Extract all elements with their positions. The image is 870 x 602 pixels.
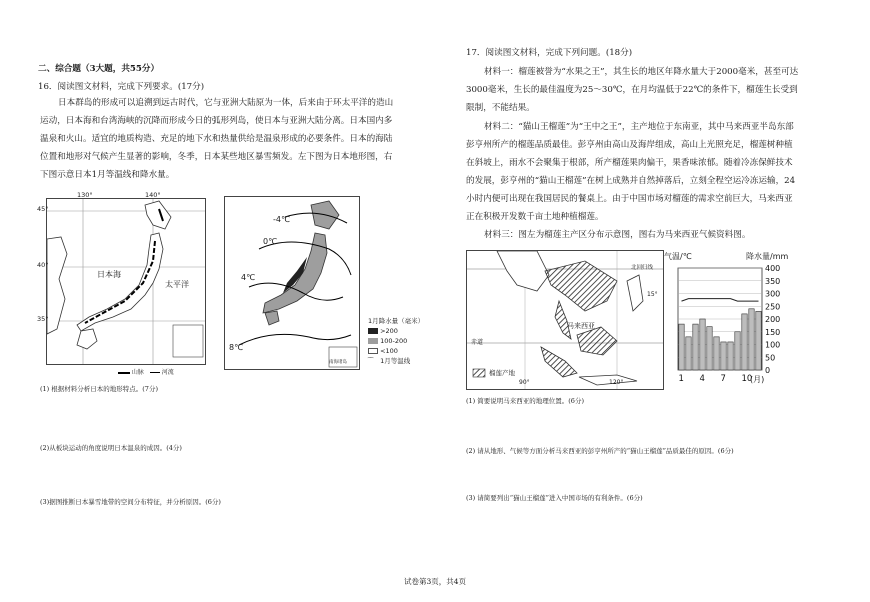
precip-tick-label: 0 (765, 366, 771, 375)
temp-axis-label: 气温/℃ (664, 252, 692, 261)
month-tick-label: 1 (678, 374, 684, 384)
precip-tick-label: 400 (765, 264, 781, 273)
precip-bar (714, 337, 719, 370)
q16-title: 16．阅读图文材料，完成下列要求。(17分) (38, 82, 205, 92)
precip-bar (686, 337, 691, 370)
q17-sub3: (3) 请简要列出“猫山王榴莲”进入中国市场的有利条件。(6分) (466, 494, 643, 502)
precip-bar (700, 319, 705, 370)
q16-sub3: (3)据图推断日本暴雪地带的空间分布特征，并分析原因。(6分) (40, 498, 221, 506)
legend-swatch-mid (368, 338, 378, 344)
q16-line-2: 运动，日本海和台湾海峡的沉降而形成今日的弧形列岛，使日本与亚洲大陆分离。日本国内多 (40, 116, 393, 126)
isotherm-label-0: 0℃ (263, 237, 278, 246)
isotherm-label-minus4: -4℃ (273, 215, 290, 224)
lat-15-label: 15° (647, 291, 658, 298)
lat-label-40: 40° (37, 261, 49, 269)
material-line-2: 3000毫米，生长的最佳温度为25～30℃，在月均温低于22℃的条件下，榴莲生长受到 (466, 85, 798, 95)
precip-tick-label: 300 (765, 289, 781, 299)
legend-label-mid: 100-200 (380, 337, 408, 345)
q16-line-5: 下图示意日本1月等温线和降水量。 (40, 170, 175, 180)
lat-label-35: 35° (37, 315, 49, 323)
material-line-4: 材料二：“猫山王榴莲”为“王中之王”，主产地位于东南亚，其中马来西亚半岛东部 (484, 122, 794, 132)
lon-label-140: 140° (145, 191, 161, 199)
malaysia-label: 马来西亚 (567, 322, 595, 330)
material-line-9: 正在积极开发数千亩土地种植榴莲。 (466, 212, 604, 222)
precip-bar (735, 332, 740, 370)
legend-swatch-low (368, 348, 378, 354)
q16-line-4: 位置和地形对气候产生显著的影响，冬季，日本某些地区暴雪频发。左下图为日本地形图，右 (40, 152, 393, 162)
sea-of-japan-label: 日本海 (97, 270, 121, 279)
precip-tick-label: 150 (765, 327, 781, 337)
isotherm-label-4: 4℃ (241, 273, 256, 282)
precip-bar (679, 324, 684, 370)
precip-bar (693, 324, 698, 370)
lon-90-label: 90° (519, 379, 530, 386)
map1-legend (118, 367, 174, 376)
mountain-legend-icon (118, 372, 130, 374)
precip-bar (756, 311, 761, 370)
precip-bar (742, 314, 747, 370)
durian-area-legend-label: 榴莲产地 (489, 369, 515, 377)
japan-topography-map (37, 191, 206, 365)
month-tick-label: 7 (720, 374, 726, 384)
q16-line-1: 日本群岛的形成可以追溯到远古时代，它与亚洲大陆原为一体，后来由于环太平洋的造山 (58, 98, 394, 108)
q16-line-3: 温泉和火山。适宜的地质构造、充足的地下水和热量供给是温泉形成的必要条件。日本的海陆 (40, 134, 393, 144)
river-legend-label: 河流 (161, 369, 174, 376)
isotherm-label-8: 8℃ (229, 343, 244, 352)
material-line-10: 材料三：图左为榴莲主产区分布示意图，图右为马来西亚气候资料图。 (484, 230, 751, 240)
mountain-legend-label: 山脉 (131, 369, 144, 376)
legend-label-high: >200 (380, 327, 398, 335)
climate-chart (664, 250, 804, 388)
material-line-8: 小时内便可出现在我国居民的餐桌上。由于中国市场对榴莲的需求空前巨大，马来西亚 (466, 194, 793, 204)
q17-title: 17．阅读图文材料，完成下列问题。(18分) (466, 48, 633, 58)
legend-swatch-high (368, 328, 378, 334)
q17-sub1: (1) 简要说明马来西亚的地理位置。(6分) (466, 397, 584, 405)
section-heading: 二、综合题（3大题，共55分） (38, 64, 160, 74)
precip-tick-label: 100 (765, 340, 781, 350)
precip-legend-title: 1月降水量（毫米） (368, 317, 425, 325)
q16-sub1: (1) 根据材料分析日本的地形特点。(7分) (40, 385, 158, 393)
material-line-6: 在斜坡上，雨水不会聚集于根部，所产榴莲果肉偏干，果香味浓郁。随着冷冻保鲜技术 (466, 158, 793, 168)
precip-tick-label: 50 (765, 353, 776, 363)
river-legend-icon (150, 372, 160, 373)
equator-label: 赤道 (471, 339, 484, 346)
month-tick-label: 10 (741, 374, 753, 384)
lon-120-label: 120° (609, 379, 624, 386)
precip-tick-label: 250 (765, 302, 781, 312)
lon-label-130: 130° (77, 191, 93, 199)
precip-bar (728, 342, 733, 370)
q17-sub2: (2) 请从地形、气候等方面分析马来西亚的彭亨州所产的“猫山王榴莲”品质最佳的原因。(6分) (466, 447, 734, 455)
precip-bar (749, 309, 754, 370)
precip-legend (368, 316, 424, 366)
material-line-1: 材料一：榴莲被誉为“水果之王”，其生长的地区年降水量大于2000毫米，甚至可达 (484, 67, 799, 77)
legend-label-isotherm: 1月等温线 (380, 357, 411, 365)
lat-label-45: 45° (37, 205, 49, 213)
isotherm-map-svg (225, 197, 359, 369)
material-line-7: 的发展，彭亨州的“猫山王榴莲”在树上成熟并自然掉落后，立刻全程空运冷冻运输，24 (466, 176, 796, 186)
precip-tick-label: 200 (765, 315, 781, 324)
precip-tick-label: 350 (765, 276, 781, 286)
material-line-5: 彭亨州所产的榴莲品质最佳。彭亨州由高山及海岸组成，高山上光照充足，榴莲树种植 (466, 140, 793, 150)
page-footer: 试卷第3页，共4页 (403, 577, 467, 586)
temperature-line (682, 299, 759, 302)
tropic-of-cancer-label: 北回归线 (631, 265, 654, 271)
south-sea-islands-label: 南海诸岛 (329, 360, 347, 365)
japan-isotherm-map (224, 196, 360, 370)
x-axis-label: (月) (750, 375, 765, 384)
precip-axis-label: 降水量/mm (746, 252, 789, 261)
month-tick-label: 4 (699, 374, 705, 384)
pacific-label: 太平洋 (165, 280, 189, 289)
legend-isotherm-icon: ⁀ (368, 357, 374, 365)
climate-chart-svg (664, 262, 804, 388)
legend-label-low: <100 (380, 347, 398, 355)
precip-bar (707, 327, 712, 370)
q16-sub2: (2)从板块运动的角度说明日本温泉的成因。(4分) (40, 444, 182, 452)
precip-bar (721, 342, 726, 370)
material-line-3: 限制，不能结果。 (466, 103, 535, 113)
durian-region-map (466, 250, 664, 390)
